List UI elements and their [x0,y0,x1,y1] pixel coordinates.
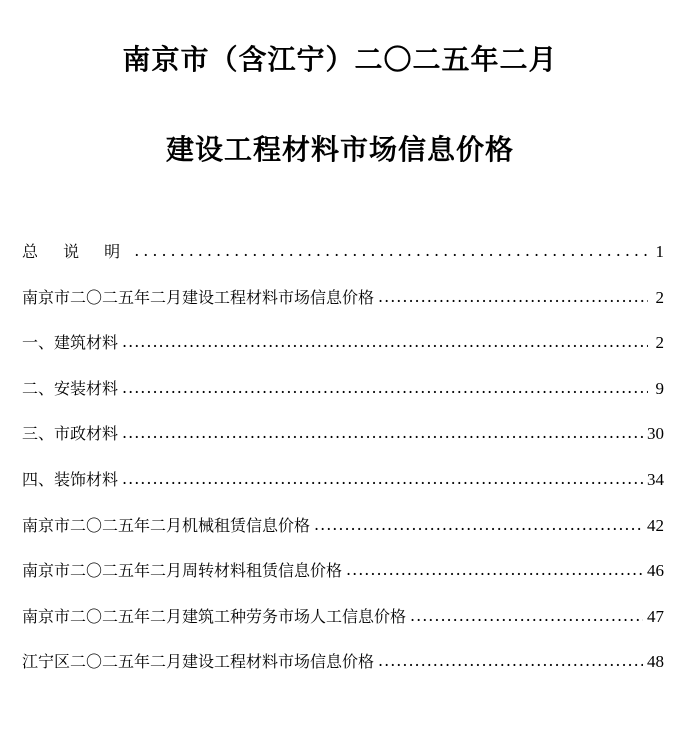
toc-entry-labor-prices[interactable] [22,607,664,653]
toc-page-number: 34 [647,469,664,489]
toc-entry-installation-materials[interactable] [22,379,664,425]
toc-page-number: 2 [655,333,664,353]
toc-entry-building-materials[interactable] [22,333,664,379]
document-title-line1: 南京市（含江宁）二〇二五年二月 [122,43,558,76]
toc-page-number: 1 [655,242,664,261]
toc-leader-dots [122,378,648,398]
document-title-line2: 建设工程材料市场信息价格 [165,133,514,166]
toc-page-number: 46 [647,561,664,581]
toc-entry-label: 总 说 明 [22,242,131,261]
toc-page-number: 47 [647,606,664,626]
toc-page-number: 48 [647,652,664,672]
toc-page-number: 2 [655,287,664,307]
toc-leader-dots [314,515,643,535]
toc-entry-label: 南京市二〇二五年二月机械租赁信息价格 [22,515,311,535]
toc-page-number: 30 [647,424,664,444]
toc-entry-overview[interactable] [22,242,664,288]
toc-leader-dots [122,469,643,489]
toc-entry-label: 三、市政材料 [22,424,119,444]
toc-page-number: 42 [647,515,664,535]
toc-entry-jiangning-material-prices[interactable] [22,652,664,698]
toc-leader-dots [122,423,643,443]
table-of-contents [22,242,664,698]
toc-leader-dots [346,560,643,580]
toc-entry-machinery-rental[interactable] [22,516,664,562]
toc-entry-label: 南京市二〇二五年二月周转材料租赁信息价格 [22,561,343,581]
toc-leader-dots [134,241,648,261]
toc-leader-dots [378,287,648,307]
toc-entry-municipal-materials[interactable] [22,424,664,470]
toc-entry-label: 一、建筑材料 [22,333,119,353]
toc-entry-turnover-material-rental[interactable] [22,561,664,607]
toc-entry-decoration-materials[interactable] [22,470,664,516]
toc-leader-dots [122,332,648,352]
toc-leader-dots [378,651,643,671]
toc-entry-label: 江宁区二〇二五年二月建设工程材料市场信息价格 [22,652,375,672]
toc-entry-label: 南京市二〇二五年二月建筑工种劳务市场人工信息价格 [22,606,407,626]
toc-leader-dots [410,606,643,626]
toc-entry-label: 二、安装材料 [22,378,119,398]
toc-entry-label: 南京市二〇二五年二月建设工程材料市场信息价格 [22,287,375,307]
toc-entry-label: 四、装饰材料 [22,469,119,489]
toc-page-number: 9 [655,378,664,398]
toc-entry-nanjing-material-prices[interactable] [22,288,664,334]
